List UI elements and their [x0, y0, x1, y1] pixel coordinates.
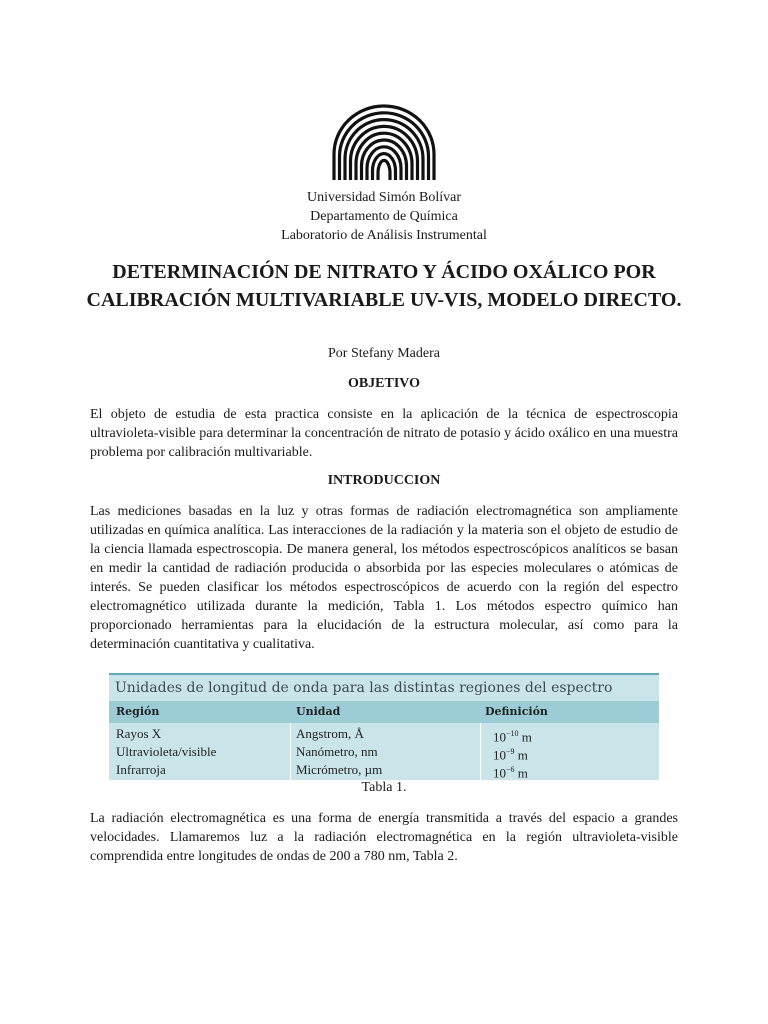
- definition-cell: $10^{-6}$ m: [493, 765, 528, 781]
- department-name: Departamento de Química: [310, 209, 458, 224]
- document-title: DETERMINACIÓN DE NITRATO Y ÁCIDO OXÁLICO POR CALIBRACIÓN MULTIVARIABLE UV-VIS, MODELO DIRECTO.: [86, 261, 682, 311]
- definition-cell: $10^{-10}$ m: [493, 729, 532, 745]
- institution-header: [0, 188, 768, 245]
- definition-cell: $10^{-9}$ m: [493, 747, 528, 763]
- author-line: Por Stefany Madera: [328, 346, 440, 361]
- table-row: [109, 744, 659, 763]
- introduccion-paragraph: Las mediciones basadas en la luz y otras formas de radiación electromagnética son ampliamente utilizadas en química analítica. Las interacciones de la radiación y la materia son el objeto de estudio de la ciencia llamada espectroscopia. De manera general, los métodos espectroscópicos analíticos se basan en medir la cantidad de radiación producida o absorbida por las especies moleculares o atómicas de interés. Se pueden clasificar los métodos espectroscópicos de acuerdo con la región del espectro electromagnético utilizada durante la medición, Tabla 1. Los métodos espectro químico han proporcionado herramientas para la elucidación de la estructura molecular, así como para la determinación cuantitativa y cualitativa.: [90, 504, 678, 652]
- section-heading-objetivo: OBJETIVO: [347, 376, 421, 391]
- final-paragraph: La radiación electromagnética es una forma de energía transmitida a través del espacio a grandes velocidades. Llamaremos luz a la radiación electromagnética en la región ultravioleta-visible comprendida entre longitudes de ondas de 200 a 780 nm, Tabla 2.: [90, 811, 678, 864]
- unit-cell: Angstrom, Å: [296, 726, 364, 741]
- table-header-region: Región: [116, 705, 160, 718]
- table-header-row: [109, 701, 659, 723]
- logo-arch: [378, 160, 390, 180]
- table-header-definition: Definición: [485, 705, 548, 718]
- section-heading-introduccion: INTRODUCCION: [327, 473, 441, 488]
- objetivo-paragraph: El objeto de estudia de esta practica consiste en la aplicación de la técnica de espectroscopia ultravioleta-visible para determinar la concentración de nitrato de potasio y ácido oxálico en una muestra problema por calibración multivariable.: [90, 407, 678, 460]
- table-row: [109, 762, 659, 781]
- region-cell: Infrarroja: [116, 762, 166, 777]
- table-caption: Tabla 1.: [361, 780, 407, 795]
- region-cell: Rayos X: [116, 726, 162, 741]
- university-name: Universidad Simón Bolívar: [307, 190, 461, 205]
- region-cell: Ultravioleta/visible: [116, 744, 217, 759]
- unit-cell: Micrómetro, µm: [296, 762, 383, 777]
- unit-cell: Nanómetro, nm: [296, 744, 378, 759]
- table-row: [109, 726, 659, 745]
- wavelength-units-table: [109, 673, 659, 780]
- table-header-unit: Unidad: [296, 705, 341, 718]
- laboratory-name: Laboratorio de Análisis Instrumental: [281, 228, 487, 243]
- logo-arch: [373, 154, 396, 180]
- table-title: Unidades de longitud de onda para las distintas regiones del espectro: [115, 680, 613, 696]
- university-logo-icon: [331, 104, 437, 180]
